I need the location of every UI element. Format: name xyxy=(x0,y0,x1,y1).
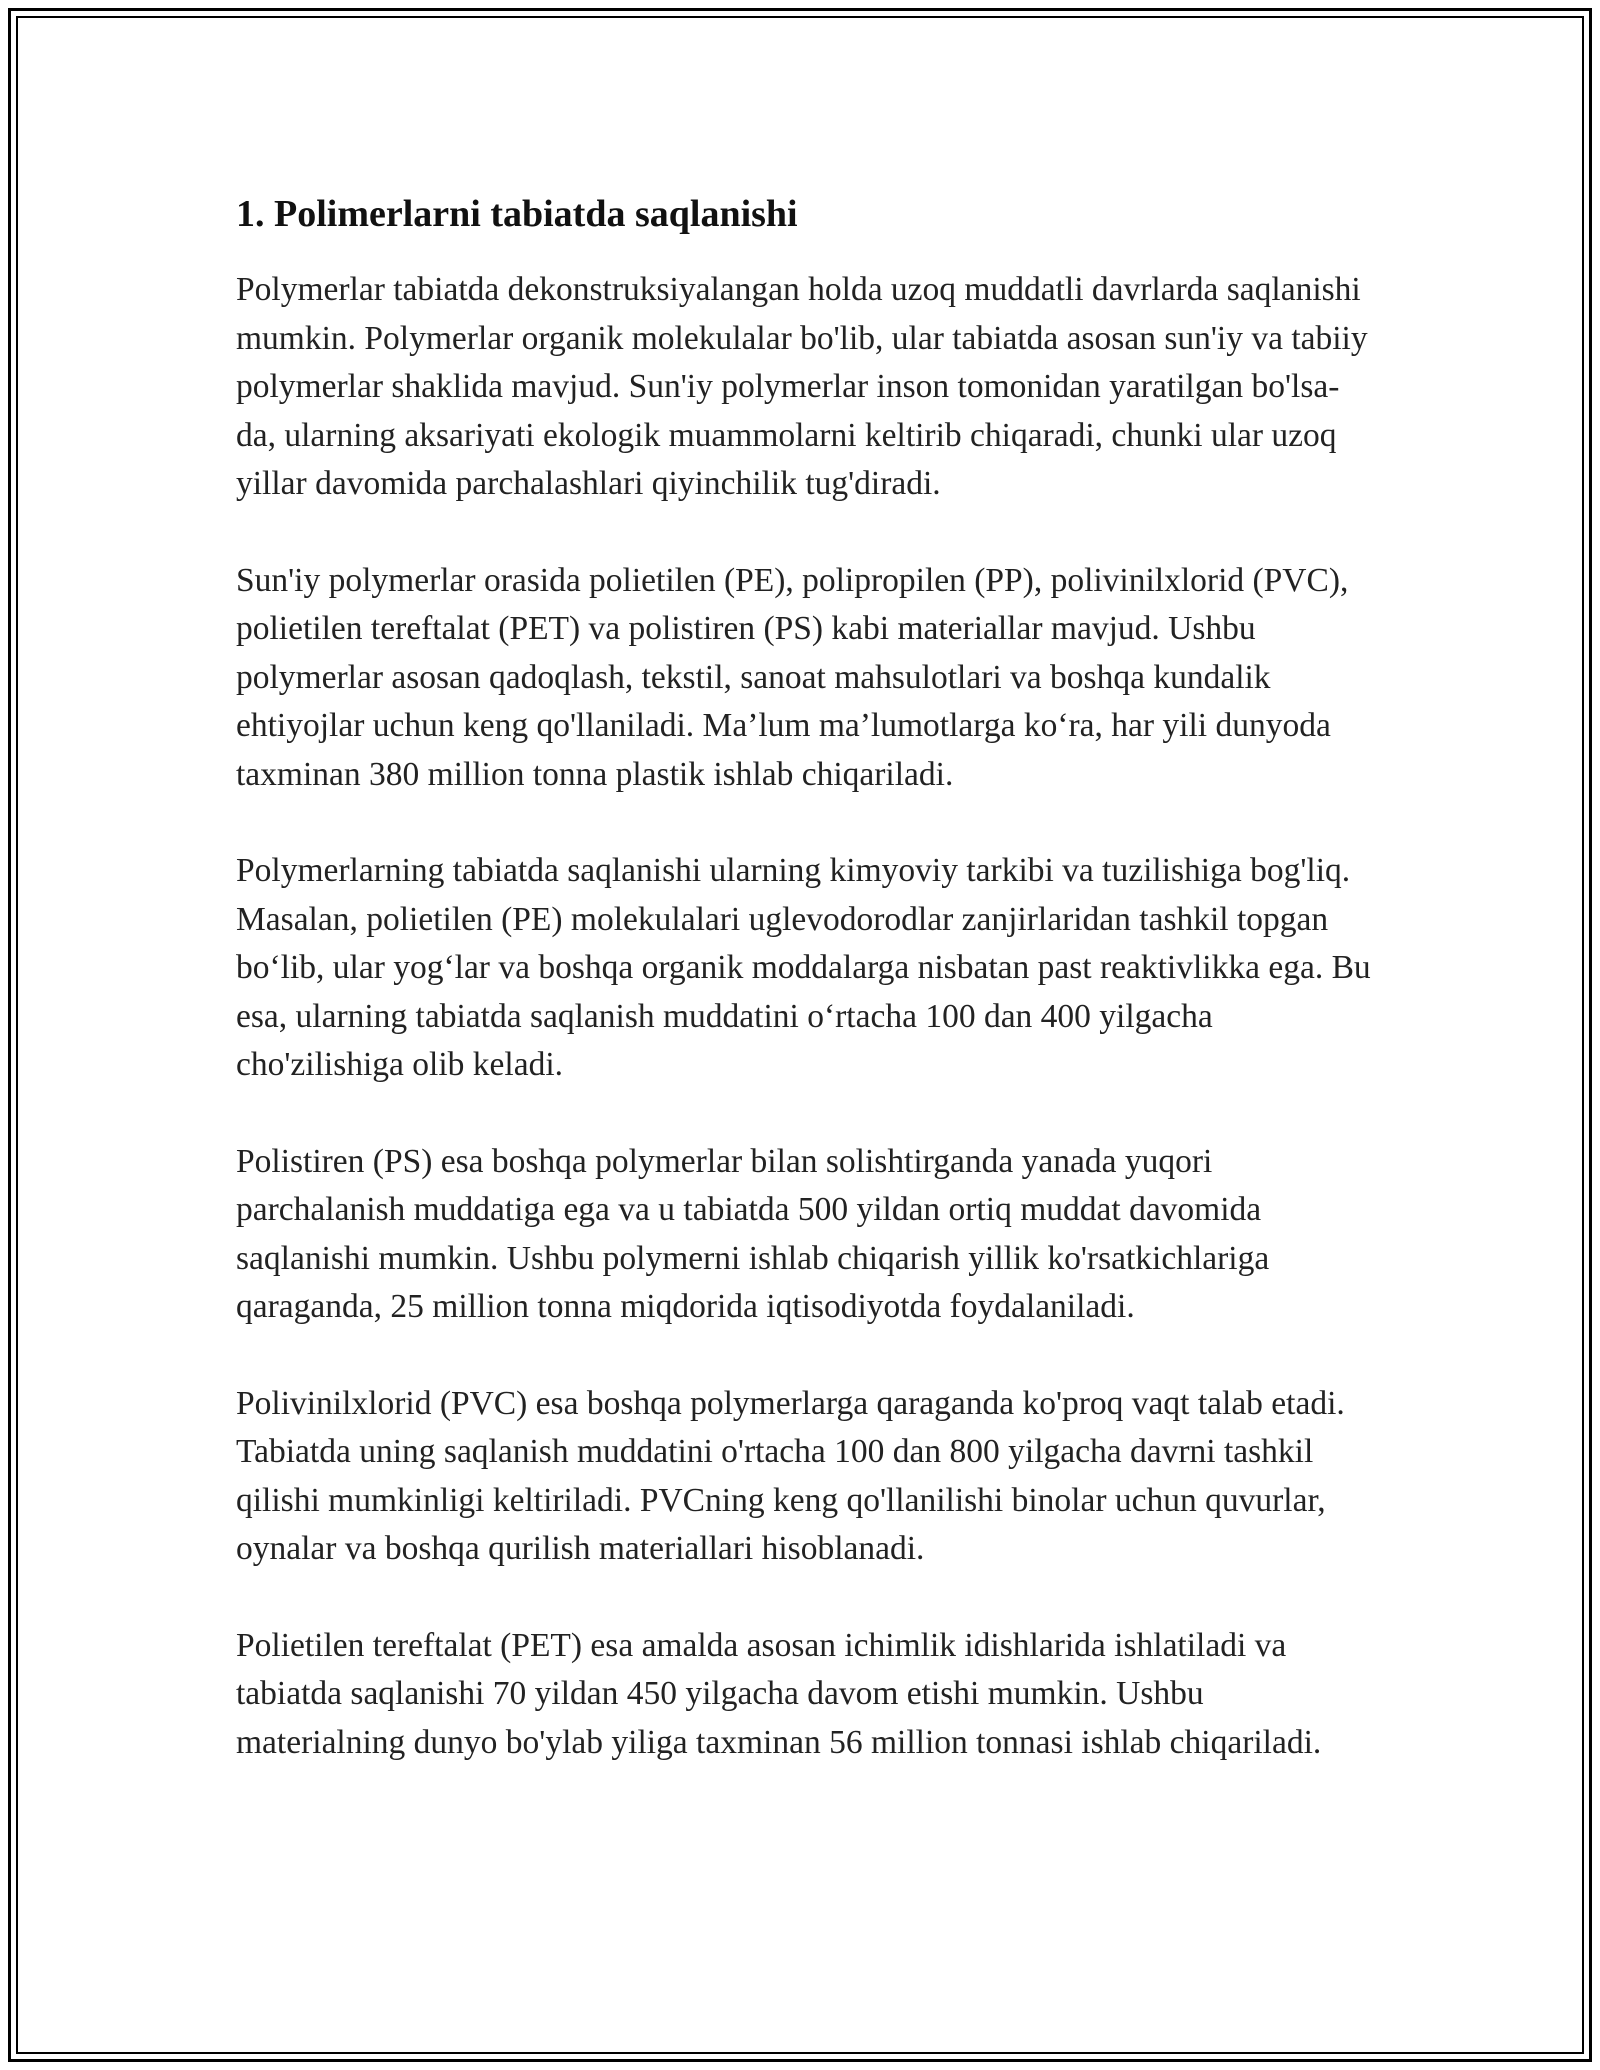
paragraph-intro: Polymerlar tabiatda dekonstruksiyalangan holda uzoq muddatli davrlarda saqlanishi mumkin. Polymerlar organik molekulalar bo'lib, ular tabiatda asosan sun'iy va tabiiy polymerlar shaklida mavjud. Sun'iy polymerlar inson tomonidan yaratilgan bo'lsa-da, ularning aksariyati ekologik muammolarni keltirib chiqaradi, chunki ular uzoq yillar davomida parchalashlari qiyinchilik tug'diradi. xyxy=(236,271,1368,502)
paragraph-polystyrene: Polistiren (PS) esa boshqa polymerlar bilan solishtirganda yanada yuqori parchalanish muddatiga ega va u tabiatda 500 yildan ortiq muddat davomida saqlanishi mumkin. Ushbu polymerni ishlab chiqarish yillik ko'rsatkichlariga qaraganda, 25 million tonna miqdorida iqtisodiyotda foydalaniladi. xyxy=(236,1142,1270,1325)
paragraph-polyethylene: Polymerlarning tabiatda saqlanishi ularning kimyoviy tarkibi va tuzilishiga bog'liq. Masalan, polietilen (PE) molekulalari uglevodorodlar zanjirlaridan tashkil topgan bo‘lib, ular yog‘lar va boshqa organik moddalarga nisbatan past reaktivlikka ega. Bu esa, ularning tabiatda saqlanish muddatini o‘rtacha 100 dan 400 yilgacha cho'zilishiga olib keladi. xyxy=(236,852,1371,1083)
paragraph-pet: Polietilen tereftalat (PET) esa amalda asosan ichimlik idishlarida ishlatiladi va tabiatda saqlanishi 70 yildan 450 yilgacha davom etishi mumkin. Ushbu materialning dunyo bo'ylab yiliga taxminan 56 million tonnasi ishlab chiqariladi. xyxy=(236,1626,1322,1761)
paragraph-pvc: Polivinilxlorid (PVC) esa boshqa polymerlarga qaraganda ko'proq vaqt talab etadi. Tabiatda uning saqlanish muddatini o'rtacha 100 dan 800 yilgacha davrni tashkil qilishi mumkinligi keltiriladi. PVCning keng qo'llanilishi binolar uchun quvurlar, oynalar va boshqa qurilish materiallari hisoblanadi. xyxy=(236,1384,1345,1567)
section-heading: 1. Polimerlarni tabiatda saqlanishi xyxy=(236,193,798,235)
document-body xyxy=(236,188,1376,1815)
paragraph-synthetic-polymers: Sun'iy polymerlar orasida polietilen (PE), polipropilen (PP), polivinilxlorid (PVC), polietilen tereftalat (PET) va polistiren (PS) kabi materiallar mavjud. Ushbu polymerlar asosan qadoqlash, tekstil, sanoat mahsulotlari va boshqa kundalik ehtiyojlar uchun keng qo'llaniladi. Ma’lum ma’lumotlarga ko‘ra, har yili dunyoda taxminan 380 million tonna plastik ishlab chiqariladi. xyxy=(236,561,1349,793)
